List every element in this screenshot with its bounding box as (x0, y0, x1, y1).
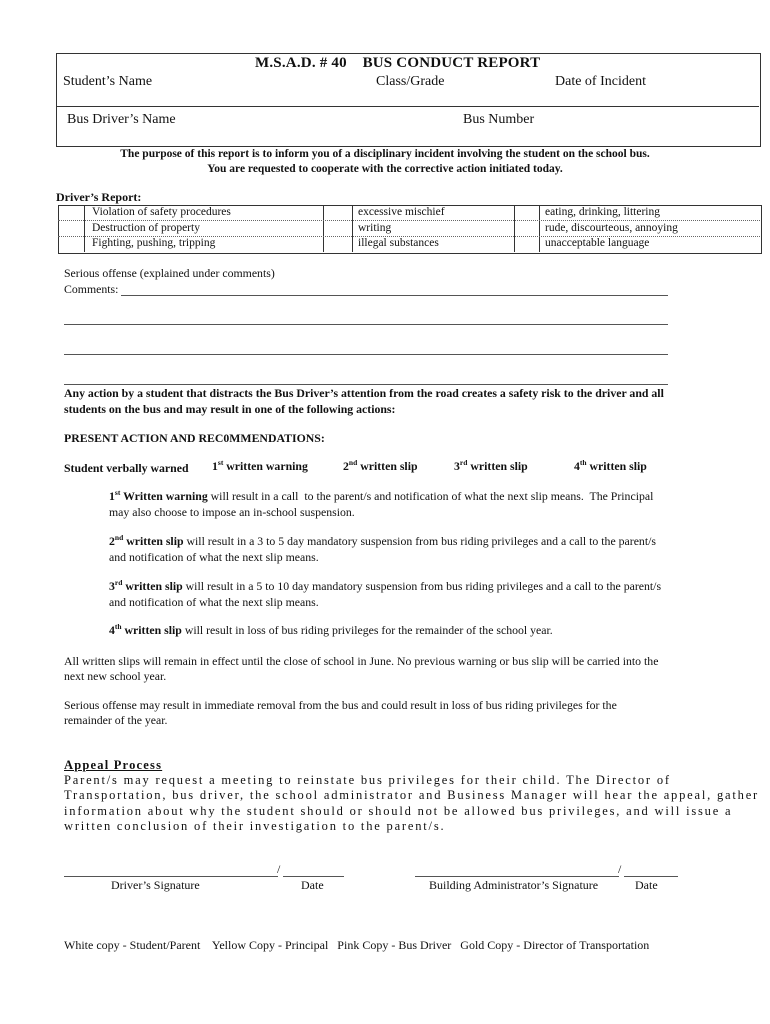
comments-line-2[interactable] (64, 324, 668, 325)
checkbox-label-fighting[interactable]: Fighting, pushing, tripping (92, 237, 216, 249)
date-of-incident-label: Date of Incident (555, 74, 646, 89)
checkbox-label-eating[interactable]: eating, drinking, littering (545, 206, 660, 218)
driver-signature-label: Driver’s Signature (111, 878, 200, 892)
checkbox-label-substances[interactable]: illegal substances (358, 237, 439, 249)
grid-divider (539, 205, 540, 252)
slash-2: / (618, 862, 622, 876)
warning-line-1: Any action by a student that distracts the Bus Driver’s attention from the road creates a safety risk to the driver and all (64, 386, 664, 400)
bus-number-label: Bus Number (463, 112, 535, 127)
serious-removal-line-2: remainder of the year. (64, 713, 168, 727)
purpose-line-1: The purpose of this report is to inform you of a disciplinary incident involving the student on the school bus. (120, 148, 650, 160)
slash-1: / (277, 862, 281, 876)
action-verbal-warning[interactable]: Student verbally warned (64, 461, 189, 475)
comments-line-4[interactable] (64, 384, 668, 385)
grid-divider (84, 205, 85, 252)
student-name-label: Student’s Name (63, 74, 153, 89)
grid-divider (514, 205, 515, 252)
checkbox-label-property[interactable]: Destruction of property (92, 222, 200, 234)
present-action-heading: PRESENT ACTION AND REC0MMENDATIONS: (64, 431, 325, 445)
admin-date-line[interactable] (624, 876, 678, 877)
explanation-fourth: 4th written slip will result in loss of bus riding privileges for the remainder of the school year. (109, 622, 553, 637)
checkbox-label-language[interactable]: unacceptable language (545, 237, 650, 249)
driver-date-line[interactable] (283, 876, 344, 877)
report-title: M.S.A.D. # 40 BUS CONDUCT REPORT (255, 55, 541, 71)
appeal-line-4: written conclusion of their investigation to the parent/s. (64, 819, 446, 833)
comments-label: Comments: (64, 282, 119, 296)
admin-date-label: Date (635, 878, 658, 892)
appeal-line-2: Transportation, bus driver, the school administrator and Business Manager will hear the appeal, gather (64, 788, 760, 802)
serious-removal-line-1: Serious offense may result in immediate removal from the bus and could result in loss of bus riding privileges for the (64, 698, 617, 712)
admin-signature-label: Building Administrator’s Signature (429, 878, 599, 892)
appeal-heading: Appeal Process (64, 758, 163, 772)
checkbox-label-rude[interactable]: rude, discourteous, annoying (545, 222, 678, 234)
checkbox-label-writing[interactable]: writing (358, 222, 392, 234)
explanation-first: 1st Written warning will result in a call to the parent/s and notification of what the next slip means. The Principal may also choose to impose an in-school suspension. (109, 488, 654, 519)
action-first-warning[interactable]: 1st written warning (212, 458, 308, 473)
appeal-line-1: Parent/s may request a meeting to reinstate bus privileges for their child. The Director of (64, 773, 671, 787)
checkbox-label-safety[interactable]: Violation of safety procedures (92, 206, 231, 218)
serious-offense-label: Serious offense (explained under comments) (64, 266, 275, 280)
explanation-third: 3rd written slip will result in a 5 to 10 day mandatory suspension from bus riding privileges and a call to the parent/s and notification of what the next slip means. (109, 578, 662, 609)
purpose-line-2: You are requested to cooperate with the corrective action initiated today. (207, 163, 563, 175)
comments-line-3[interactable] (64, 354, 668, 355)
grid-divider (323, 205, 324, 252)
driver-signature-line[interactable] (64, 876, 278, 877)
bus-driver-name-label: Bus Driver’s Name (67, 112, 176, 127)
action-fourth-slip[interactable]: 4th written slip (574, 458, 647, 473)
explanation-second: 2nd written slip will result in a 3 to 5 day mandatory suspension from bus riding privileges and a call to the parent/s and notification of what the next slip means. (109, 533, 656, 564)
all-slips-line-2: next new school year. (64, 669, 167, 683)
checkbox-label-mischief[interactable]: excessive mischief (358, 206, 445, 218)
copy-distribution-footer: White copy - Student/Parent Yellow Copy - Principal Pink Copy - Bus Driver Gold Copy - Director of Transportation (64, 938, 650, 952)
grid-row-divider (58, 220, 760, 221)
header-divider (56, 106, 759, 107)
grid-divider (352, 205, 353, 252)
appeal-line-3: information about why the student should or should not be allowed bus privileges, and will issue a (64, 804, 733, 818)
warning-line-2: students on the bus and may result in one of the following actions: (64, 402, 396, 416)
drivers-report-heading: Driver’s Report: (56, 190, 142, 204)
driver-date-label: Date (301, 878, 324, 892)
admin-signature-line[interactable] (415, 876, 619, 877)
class-grade-label: Class/Grade (376, 74, 445, 89)
action-third-slip[interactable]: 3rd written slip (454, 458, 528, 473)
all-slips-line-1: All written slips will remain in effect until the close of school in June. No previous warning or bus slip will be carried into the (64, 654, 659, 668)
action-second-slip[interactable]: 2nd written slip (343, 458, 418, 473)
comments-line-1[interactable] (121, 295, 668, 296)
